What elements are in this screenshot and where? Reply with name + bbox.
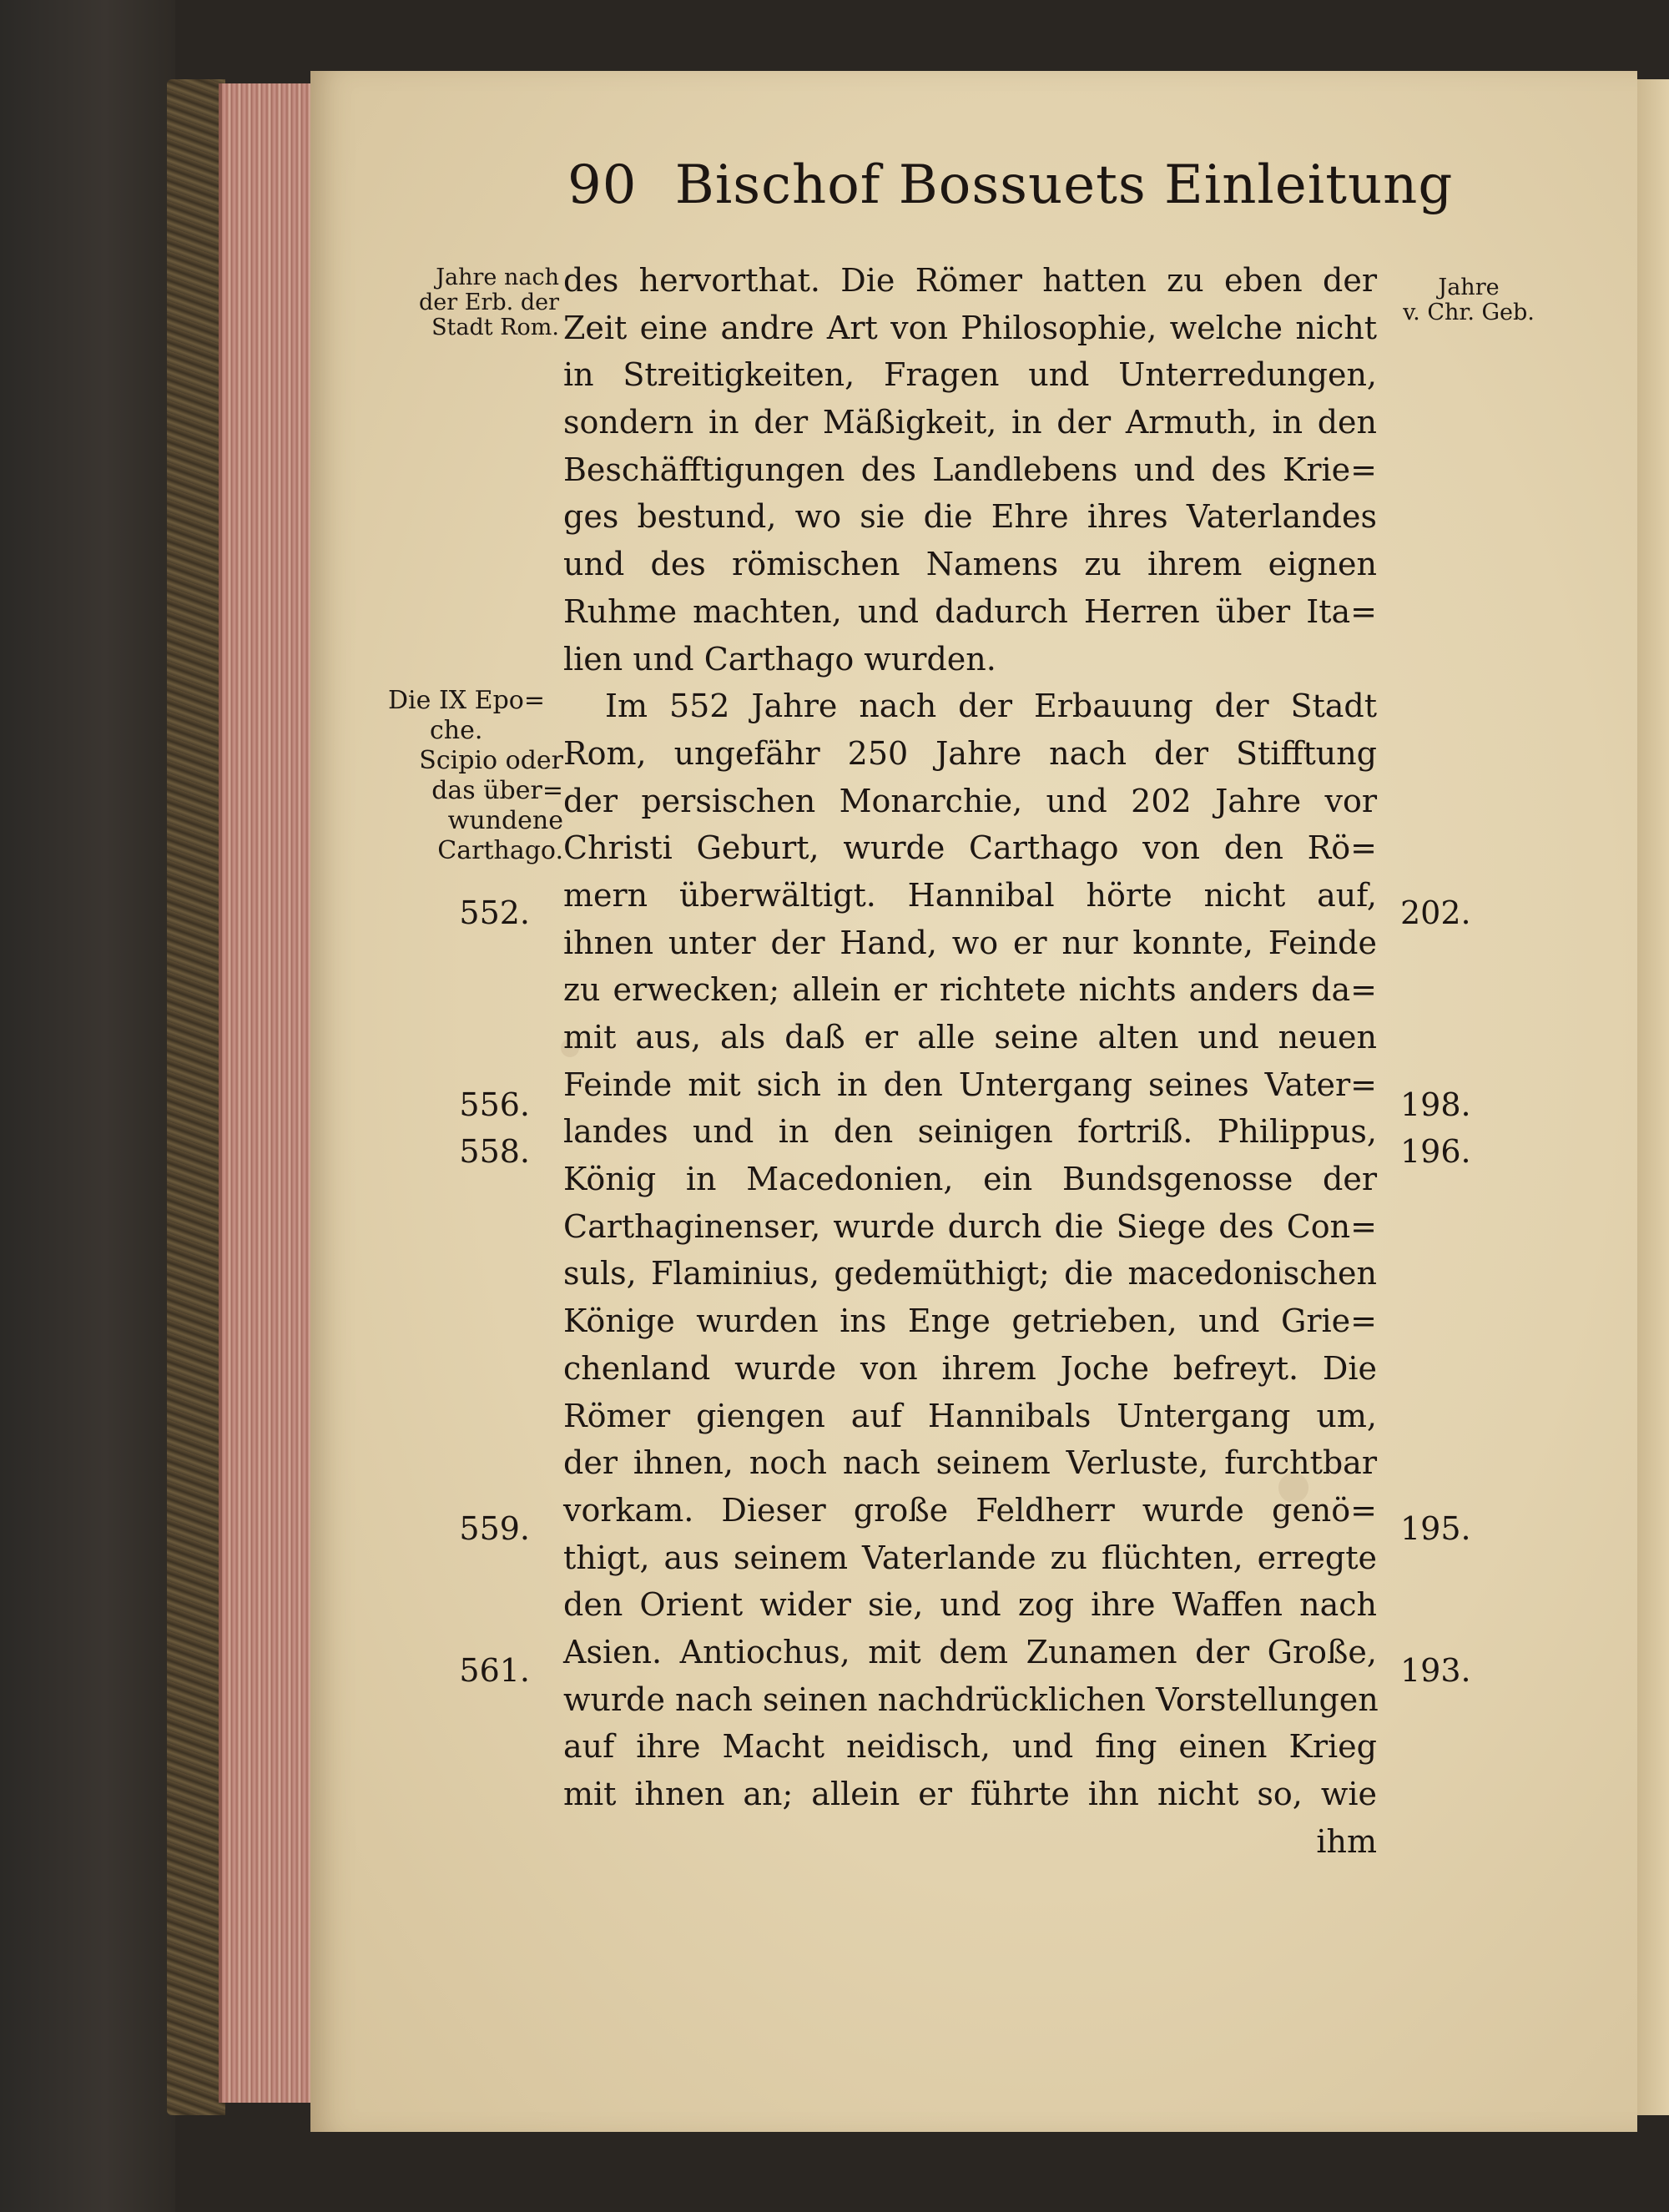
text-line: suls, Flaminius, gedemüthigt; die macedonischen bbox=[563, 1255, 1377, 1292]
text-line: Ruhme machten, und dadurch Herren über Ita= bbox=[563, 592, 1377, 630]
book-cover-edge bbox=[167, 79, 225, 2115]
text-line: Könige wurden ins Enge getrieben, und Grie= bbox=[563, 1303, 1377, 1340]
margin-note-left bbox=[367, 265, 559, 340]
year-left: 552. bbox=[459, 894, 530, 931]
margin-note-line: v. Chr. Geb. bbox=[1403, 300, 1535, 325]
margin-note-line: Jahre nach bbox=[436, 265, 559, 290]
text-line: des hervorthat. Die Römer hatten zu eben der bbox=[563, 262, 1377, 299]
text-line: auf ihre Macht neidisch, und fing einen Krieg bbox=[563, 1728, 1377, 1766]
text-line: Feinde mit sich in den Untergang seines Vater= bbox=[563, 1066, 1377, 1103]
margin-note-line: Jahre bbox=[1438, 275, 1500, 300]
epoch-note bbox=[380, 686, 563, 866]
text-line: sondern in der Mäßigkeit, in der Armuth, in den bbox=[563, 404, 1377, 441]
year-right: 202. bbox=[1400, 894, 1471, 931]
text-line: König in Macedonien, ein Bundsgenosse der bbox=[563, 1161, 1377, 1198]
year-left: 556. bbox=[459, 1086, 530, 1123]
page-number: 90 bbox=[567, 154, 638, 216]
text-line: Im 552 Jahre nach der Erbauung der Stadt bbox=[605, 688, 1377, 725]
epoch-subtitle-line: Carthago. bbox=[437, 836, 563, 865]
catchword: ihm bbox=[1316, 1822, 1377, 1860]
text-line: zu erwecken; allein er richtete nichts anders da= bbox=[563, 971, 1377, 1009]
text-line: Römer giengen auf Hannibals Untergang um, bbox=[563, 1397, 1377, 1434]
epoch-subtitle-line: Scipio oder bbox=[419, 746, 563, 775]
text-line: mit aus, als daß er alle seine alten und neuen bbox=[563, 1019, 1377, 1056]
text-line: wurde nach seinen nachdrücklichen Vorstellungen bbox=[563, 1680, 1379, 1718]
text-line: thigt, aus seinem Vaterlande zu flüchten, erregte bbox=[563, 1539, 1377, 1576]
year-left: 561. bbox=[459, 1652, 530, 1689]
year-left: 559. bbox=[459, 1510, 530, 1547]
backdrop bbox=[0, 0, 175, 2212]
margin-note-right bbox=[1381, 275, 1556, 325]
year-right: 196. bbox=[1400, 1133, 1471, 1170]
epoch-title-line: Die IX Epo= bbox=[388, 686, 545, 715]
margin-note-line: Stadt Rom. bbox=[431, 315, 559, 340]
page-edges bbox=[219, 83, 318, 2103]
margin-note-line: der Erb. der bbox=[419, 290, 559, 315]
text-line: Beschäfftigungen des Landlebens und des Krie= bbox=[563, 451, 1377, 488]
text-line: Asien. Antiochus, mit dem Zunamen der Große, bbox=[563, 1633, 1377, 1670]
epoch-title-line: che. bbox=[430, 716, 483, 745]
text-line: der ihnen, noch nach seinem Verluste, furchtbar bbox=[563, 1444, 1377, 1482]
text-line: ihnen unter der Hand, wo er nur konnte, Feinde bbox=[563, 924, 1377, 961]
text-line: Zeit eine andre Art von Philosophie, welche nicht bbox=[563, 309, 1377, 346]
year-right: 195. bbox=[1400, 1510, 1471, 1547]
year-left: 558. bbox=[459, 1133, 530, 1170]
running-header bbox=[567, 154, 1454, 216]
text-line: Rom, ungefähr 250 Jahre nach der Stifftung bbox=[563, 734, 1377, 772]
text-line: in Streitigkeiten, Fragen und Unterredungen, bbox=[563, 356, 1377, 394]
year-right: 198. bbox=[1400, 1086, 1471, 1123]
text-line: mit ihnen an; allein er führte ihn nicht so, wie bbox=[563, 1776, 1377, 1812]
epoch-subtitle-line: das über= bbox=[431, 776, 563, 805]
text-line: landes und in den seinigen fortriß. Philippus, bbox=[563, 1113, 1377, 1151]
text-line: Carthaginenser, wurde durch die Siege des Con= bbox=[563, 1207, 1377, 1245]
text-line: ges bestund, wo sie die Ehre ihres Vaterlandes bbox=[563, 498, 1377, 536]
epoch-subtitle-line: wundene bbox=[447, 806, 563, 835]
text-line: chenland wurde von ihrem Joche befreyt. Die bbox=[563, 1349, 1377, 1387]
text-line: der persischen Monarchie, und 202 Jahre vor bbox=[563, 782, 1377, 819]
year-right: 193. bbox=[1400, 1652, 1471, 1689]
text-line: den Orient wider sie, und zog ihre Waffen nach bbox=[563, 1586, 1377, 1624]
text-line: mern überwältigt. Hannibal hörte nicht auf, bbox=[563, 876, 1377, 914]
body-text bbox=[563, 257, 1377, 1865]
text-line: lien und Carthago wurden. bbox=[563, 640, 996, 678]
text-line: und des römischen Namens zu ihrem eignen bbox=[563, 546, 1377, 583]
text-line: vorkam. Dieser große Feldherr wurde genö= bbox=[563, 1491, 1377, 1529]
running-title: Bischof Bossuets Einleitung bbox=[674, 154, 1454, 216]
text-line: Christi Geburt, wurde Carthago von den Rö= bbox=[563, 829, 1377, 867]
